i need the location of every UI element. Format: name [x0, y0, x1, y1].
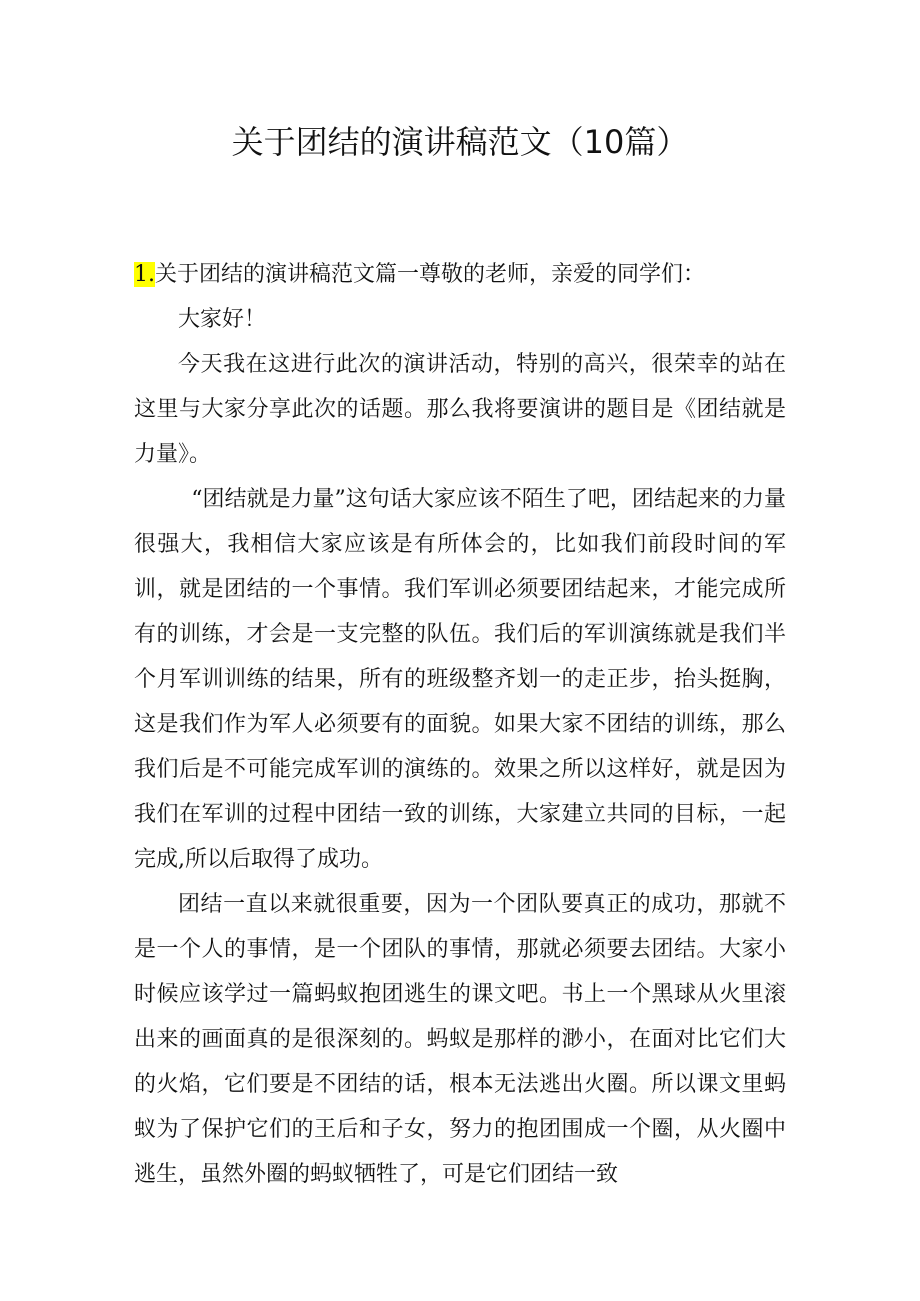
greeting: 大家好！ — [178, 307, 267, 332]
document-body — [134, 252, 786, 1197]
paragraph-intro: 今天我在这进行此次的演讲活动，特别的高兴，很荣幸的站在这里与大家分享此次的话题。那么我将要演讲的题目是《团结就是力量》。 — [134, 352, 786, 467]
document-title: 关于团结的演讲稿范文（10篇） — [231, 123, 689, 161]
paragraph-military-training: “团结就是力量”这句话大家应该不陌生了吧，团结起来的力量很强大，我相信大家应该是有所体会的，比如我们前段时间的军训，就是团结的一个事情。我们军训必须要团结起来，才能完成所有的训练，才会是一支完整的队伍。我们后的军训演练就是我们半个月军训训练的结果，所有的班级整齐划一的走正步，抬头挺胸，这是我们作为军人必须要有的面貌。如果大家不团结的训练，那么我们后是不可能完成军训的演练的。效果之所以这样好，就是因为我们在军训的过程中团结一致的训练，大家建立共同的目标，一起完成,所以后取得了成功。 — [134, 487, 786, 872]
section-heading-line — [134, 252, 786, 297]
section-heading: 关于团结的演讲稿范文篇一尊敬的老师，亲爱的同学们： — [155, 262, 706, 287]
paragraph-ants: 团结一直以来就很重要，因为一个团队要真正的成功，那就不是一个人的事情，是一个团队的事情，那就必须要去团结。大家小时候应该学过一篇蚂蚁抱团逃生的课文吧。书上一个黑球从火里滚出来的画面真的是很深刻的。蚂蚁是那样的渺小，在面对比它们大的火焰，它们要是不团结的话，根本无法逃出火圈。所以课文里蚂蚁为了保护它们的王后和子女，努力的抱团围成一个圈，从火圈中逃生，虽然外圈的蚂蚁牺牲了，可是它们团结一致 — [134, 892, 786, 1187]
section-number-highlight: 1. — [134, 262, 155, 287]
